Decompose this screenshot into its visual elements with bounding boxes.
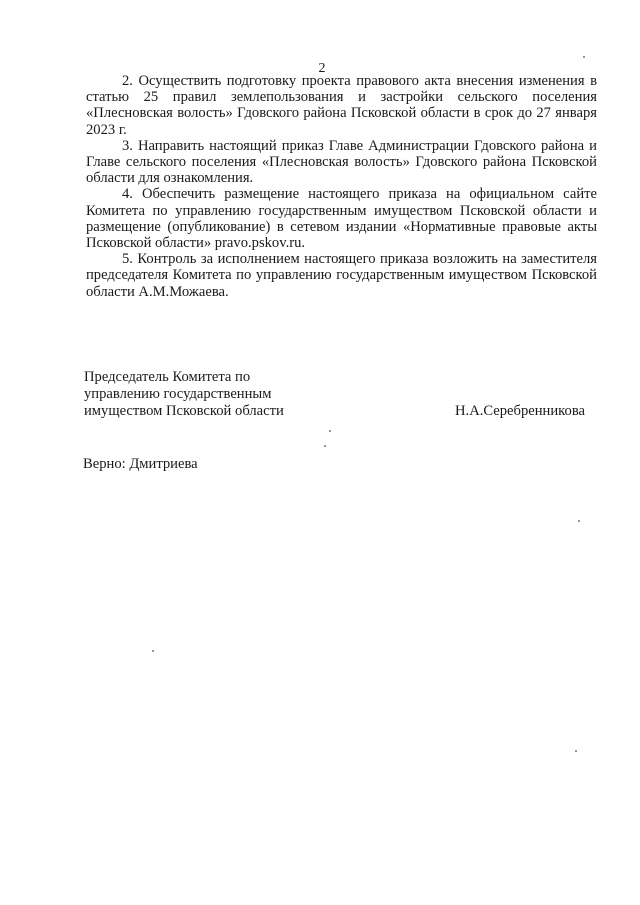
scan-speck [329,430,331,432]
scan-speck [152,650,154,652]
verified-by: Верно: Дмитриева [83,456,198,472]
signatory-title-line: Председатель Комитета по [84,369,251,385]
paragraph-3-send-order: 3. Направить настоящий приказ Главе Администрации Гдовского района и Главе сельского поселения «Плесновская волость» Гдовского района Псковской области для ознакомления. [86,137,597,187]
signatory-name: Н.А.Серебренникова [455,403,585,419]
scan-speck [575,750,577,752]
signature-block [84,369,604,420]
paragraph-4-publication: 4. Обеспечить размещение настоящего приказа на официальном сайте Комитета по управлению государственным имуществом Псковской области и размещение (опубликование) в сетевом издании «Нормативные правовые акты Псковской области» pravo.pskov.ru. [86,186,597,252]
order-body [86,73,597,300]
paragraph-2-preparation: 2. Осуществить подготовку проекта правового акта внесения изменения в статью 25 правил землепользования и застройки сельского поселения «Плесновская волость» Гдовского района Псковской области в срок до 27 января 2023 г. [86,73,597,138]
signatory-title-line: управлению государственным [84,386,272,402]
scan-speck [578,520,580,522]
scan-speck [324,445,326,447]
page-number: 2 [318,61,326,76]
paragraph-5-control: 5. Контроль за исполнением настоящего приказа возложить на заместителя председателя Комитета по управлению государственным имуществом Псковской области А.М.Можаева. [86,251,597,300]
signatory-title-line: имуществом Псковской области [84,403,284,419]
scan-speck [583,56,585,58]
